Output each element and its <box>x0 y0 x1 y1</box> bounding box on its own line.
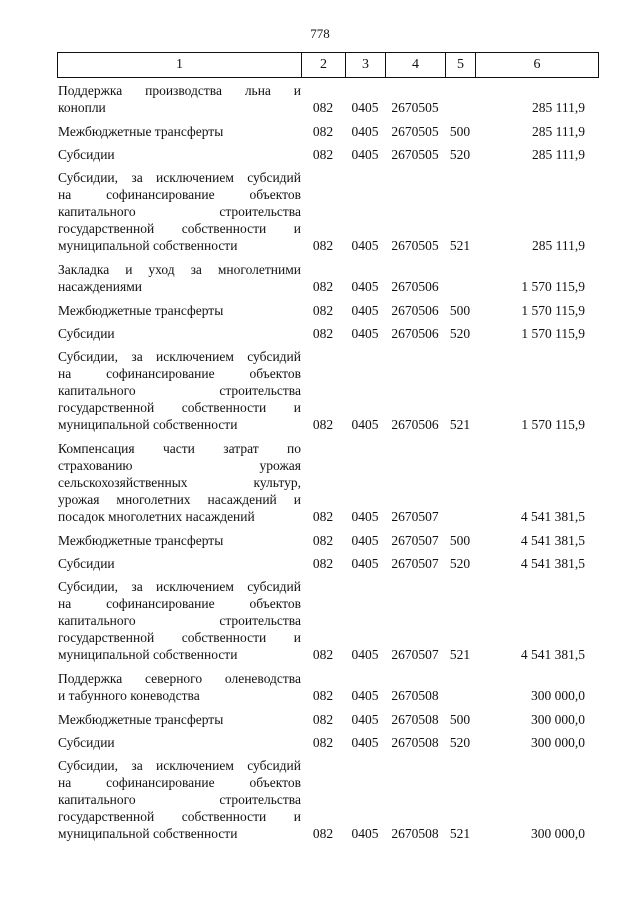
table-row <box>57 348 599 433</box>
row-section-code: 0405 <box>351 147 379 162</box>
row-section-code: 0405 <box>351 826 379 841</box>
row-target-article: 2670507 <box>391 533 439 548</box>
description-line: муниципальной собственности <box>58 647 238 662</box>
row-section-code: 0405 <box>351 647 379 662</box>
row-ministry-code: 082 <box>312 688 334 703</box>
header-col-3: 3 <box>346 53 386 78</box>
description-line: на софинансирование объектов <box>58 596 301 611</box>
row-ministry-code: 082 <box>312 303 334 318</box>
row-target-article: 2670507 <box>391 556 439 571</box>
row-ministry-code: 082 <box>312 100 334 115</box>
row-target-article: 2670505 <box>391 238 439 253</box>
row-target-article: 2670505 <box>391 124 439 139</box>
row-description <box>57 123 301 140</box>
row-amount: 300 000,0 <box>531 826 585 841</box>
row-amount: 300 000,0 <box>531 712 585 727</box>
row-section-code: 0405 <box>351 279 379 294</box>
row-ministry-code: 082 <box>312 509 334 524</box>
table-header <box>57 52 599 78</box>
header-col-1: 1 <box>58 53 302 78</box>
row-amount: 300 000,0 <box>531 688 585 703</box>
description-line: капитального строительства <box>58 613 301 628</box>
description-line: Субсидии <box>58 556 115 571</box>
description-line: государственной собственности и <box>58 809 301 824</box>
row-ministry-code: 082 <box>312 647 334 662</box>
description-line: капитального строительства <box>58 204 301 219</box>
row-description <box>57 440 301 525</box>
row-amount: 300 000,0 <box>531 735 585 750</box>
table-row <box>57 146 599 163</box>
row-target-article: 2670506 <box>391 279 439 294</box>
row-expense-type: 500 <box>449 533 471 548</box>
table-row <box>57 734 599 751</box>
description-line: сельскохозяйственных культур, <box>58 475 301 490</box>
description-line: Субсидии, за исключением субсидий <box>58 170 301 185</box>
row-ministry-code: 082 <box>312 326 334 341</box>
description-line: муниципальной собственности <box>58 417 238 432</box>
description-line: Межбюджетные трансферты <box>58 124 224 139</box>
row-expense-type: 521 <box>449 826 471 841</box>
row-section-code: 0405 <box>351 533 379 548</box>
row-amount: 285 111,9 <box>532 147 585 162</box>
row-ministry-code: 082 <box>312 533 334 548</box>
row-expense-type: 500 <box>449 303 471 318</box>
row-ministry-code: 082 <box>312 712 334 727</box>
table-row <box>57 555 599 572</box>
description-line: Субсидии, за исключением субсидий <box>58 579 301 594</box>
description-line: Субсидии <box>58 147 115 162</box>
row-expense-type: 500 <box>449 712 471 727</box>
header-col-6: 6 <box>476 53 599 78</box>
row-section-code: 0405 <box>351 712 379 727</box>
description-line: Субсидии <box>58 326 115 341</box>
description-line: страхованию урожая <box>58 458 301 473</box>
row-description <box>57 348 301 433</box>
row-expense-type: 520 <box>449 326 471 341</box>
description-line: капитального строительства <box>58 792 301 807</box>
header-col-4: 4 <box>386 53 446 78</box>
description-line: Межбюджетные трансферты <box>58 712 224 727</box>
budget-table-body <box>57 82 599 849</box>
row-description <box>57 711 301 728</box>
row-amount: 4 541 381,5 <box>520 509 585 524</box>
description-line: и табунного коневодства <box>58 688 200 703</box>
row-description <box>57 532 301 549</box>
header-col-2: 2 <box>302 53 346 78</box>
description-line: Межбюджетные трансферты <box>58 533 224 548</box>
description-line: Межбюджетные трансферты <box>58 303 224 318</box>
row-description <box>57 555 301 572</box>
description-line: конопли <box>58 100 106 115</box>
row-ministry-code: 082 <box>312 238 334 253</box>
row-expense-type: 520 <box>449 735 471 750</box>
row-amount: 1 570 115,9 <box>521 417 585 432</box>
table-row <box>57 123 599 140</box>
table-row <box>57 440 599 525</box>
row-target-article: 2670507 <box>391 647 439 662</box>
row-ministry-code: 082 <box>312 826 334 841</box>
row-section-code: 0405 <box>351 124 379 139</box>
row-expense-type: 500 <box>449 124 471 139</box>
row-section-code: 0405 <box>351 735 379 750</box>
table-row <box>57 302 599 319</box>
row-description <box>57 146 301 163</box>
row-amount: 4 541 381,5 <box>520 556 585 571</box>
description-line: муниципальной собственности <box>58 238 238 253</box>
description-line: посадок многолетних насаждений <box>58 509 255 524</box>
row-description <box>57 757 301 842</box>
row-ministry-code: 082 <box>312 147 334 162</box>
row-expense-type: 521 <box>449 417 471 432</box>
description-line: на софинансирование объектов <box>58 775 301 790</box>
table-row <box>57 325 599 342</box>
row-section-code: 0405 <box>351 509 379 524</box>
description-line: Субсидии, за исключением субсидий <box>58 349 301 364</box>
description-line: Субсидии, за исключением субсидий <box>58 758 301 773</box>
description-line: муниципальной собственности <box>58 826 238 841</box>
description-line: капитального строительства <box>58 383 301 398</box>
page-number: 778 <box>310 26 330 41</box>
row-section-code: 0405 <box>351 100 379 115</box>
row-section-code: 0405 <box>351 417 379 432</box>
description-line: Поддержка северного оленеводства <box>58 671 301 686</box>
description-line: Субсидии <box>58 735 115 750</box>
row-description <box>57 169 301 254</box>
row-description <box>57 578 301 663</box>
row-target-article: 2670508 <box>391 826 439 841</box>
row-amount: 4 541 381,5 <box>520 533 585 548</box>
description-line: государственной собственности и <box>58 630 301 645</box>
row-amount: 285 111,9 <box>532 124 585 139</box>
row-amount: 285 111,9 <box>532 100 585 115</box>
description-line: на софинансирование объектов <box>58 366 301 381</box>
row-ministry-code: 082 <box>312 735 334 750</box>
description-line: государственной собственности и <box>58 221 301 236</box>
row-amount: 1 570 115,9 <box>521 303 585 318</box>
row-section-code: 0405 <box>351 326 379 341</box>
row-expense-type: 520 <box>449 556 471 571</box>
row-description <box>57 261 301 295</box>
row-amount: 1 570 115,9 <box>521 279 585 294</box>
row-target-article: 2670505 <box>391 147 439 162</box>
description-line: Закладка и уход за многолетними <box>58 262 301 277</box>
table-row <box>57 532 599 549</box>
table-row <box>57 757 599 842</box>
row-description <box>57 82 301 116</box>
row-target-article: 2670506 <box>391 303 439 318</box>
row-amount: 4 541 381,5 <box>520 647 585 662</box>
row-ministry-code: 082 <box>312 417 334 432</box>
row-section-code: 0405 <box>351 556 379 571</box>
row-ministry-code: 082 <box>312 124 334 139</box>
description-line: государственной собственности и <box>58 400 301 415</box>
description-line: Компенсация части затрат по <box>58 441 301 456</box>
table-row <box>57 82 599 116</box>
row-ministry-code: 082 <box>312 556 334 571</box>
table-row <box>57 578 599 663</box>
table-row <box>57 670 599 704</box>
header-col-5: 5 <box>446 53 476 78</box>
row-target-article: 2670508 <box>391 712 439 727</box>
table-row <box>57 711 599 728</box>
row-target-article: 2670507 <box>391 509 439 524</box>
table-row <box>57 261 599 295</box>
row-target-article: 2670508 <box>391 735 439 750</box>
row-ministry-code: 082 <box>312 279 334 294</box>
description-line: насаждениями <box>58 279 142 294</box>
row-target-article: 2670506 <box>391 326 439 341</box>
row-section-code: 0405 <box>351 303 379 318</box>
row-amount: 285 111,9 <box>532 238 585 253</box>
row-section-code: 0405 <box>351 238 379 253</box>
description-line: на софинансирование объектов <box>58 187 301 202</box>
row-amount: 1 570 115,9 <box>521 326 585 341</box>
description-line: Поддержка производства льна и <box>58 83 301 98</box>
row-expense-type: 521 <box>449 647 471 662</box>
row-target-article: 2670508 <box>391 688 439 703</box>
row-expense-type: 521 <box>449 238 471 253</box>
row-description <box>57 302 301 319</box>
row-target-article: 2670505 <box>391 100 439 115</box>
row-description <box>57 325 301 342</box>
table-row <box>57 169 599 254</box>
description-line: урожая многолетних насаждений и <box>58 492 301 507</box>
row-expense-type: 520 <box>449 147 471 162</box>
row-section-code: 0405 <box>351 688 379 703</box>
row-description <box>57 734 301 751</box>
row-description <box>57 670 301 704</box>
row-target-article: 2670506 <box>391 417 439 432</box>
